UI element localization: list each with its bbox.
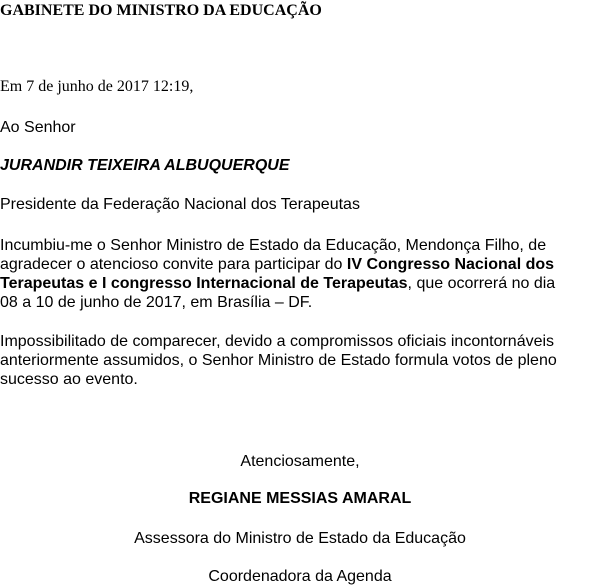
- signer-title: Assessora do Ministro de Estado da Educação: [134, 530, 466, 547]
- paragraph-2-line-1: Impossibilitado de comparecer, devido a compromissos oficiais incontornáveis: [0, 333, 555, 350]
- signer-role: Coordenadora da Agenda: [208, 568, 392, 585]
- body-paragraph-2: [0, 332, 600, 389]
- body-paragraph-1: [0, 236, 600, 312]
- paragraph-1-line-1: Incumbiu-me o Senhor Ministro de Estado da Educação, Mendonça Filho, de: [0, 237, 547, 254]
- signer-name: REGIANE MESSIAS AMARAL: [188, 490, 412, 507]
- recipient-title: Presidente da Federação Nacional dos Terapeutas: [0, 196, 360, 213]
- paragraph-1-line-2-text: agradecer o atencioso convite para participar do: [0, 256, 347, 273]
- paragraph-2-line-3: sucesso ao evento.: [0, 371, 138, 388]
- paragraph-1-line-4: 08 a 10 de junho de 2017, em Brasília – DF.: [0, 294, 313, 311]
- dateline: Em 7 de junho de 2017 12:19,: [0, 78, 194, 95]
- paragraph-1-line-2: [0, 255, 600, 274]
- paragraph-2-line-2: anteriormente assumidos, o Senhor Ministro de Estado formula votos de pleno: [0, 352, 557, 369]
- event-name-part-1: IV Congresso Nacional dos: [346, 256, 555, 273]
- event-name-part-2: Terapeutas e I congresso Internacional de Terapeutas: [0, 275, 408, 292]
- paragraph-1-line-3: [0, 274, 600, 293]
- salutation: Ao Senhor: [0, 119, 76, 136]
- closing: Atenciosamente,: [240, 453, 360, 470]
- department-header: GABINETE DO MINISTRO DA EDUCAÇÃO: [0, 2, 322, 19]
- recipient-name: JURANDIR TEIXEIRA ALBUQUERQUE: [0, 157, 290, 174]
- paragraph-1-line-3-text: , que ocorrerá no dia: [407, 275, 556, 292]
